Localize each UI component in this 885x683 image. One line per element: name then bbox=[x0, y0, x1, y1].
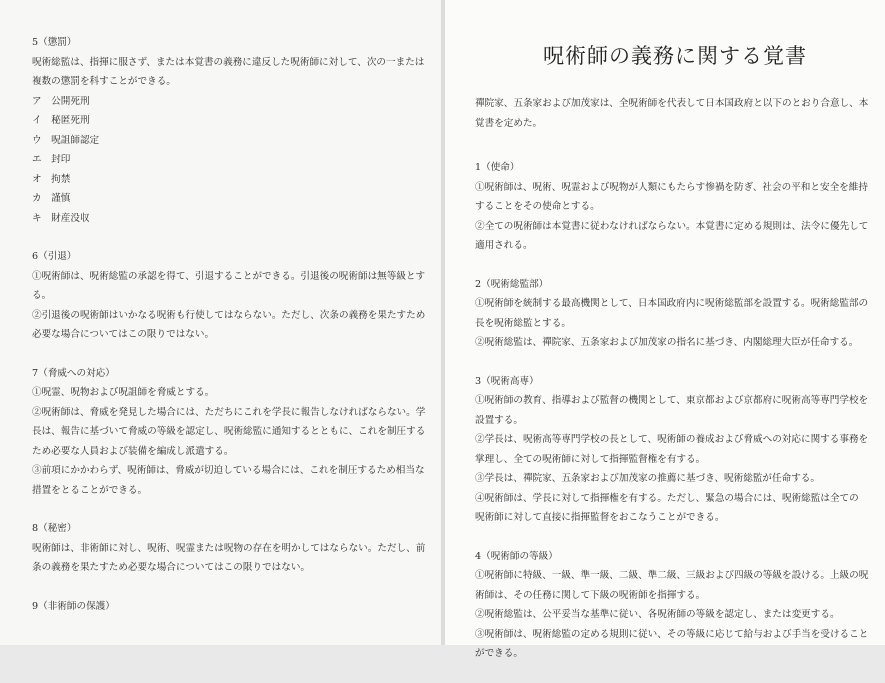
section-heading: 8（秘密） bbox=[32, 523, 77, 534]
section-line: ため必要な人員および装備を編成し派遣する。 bbox=[32, 445, 234, 457]
section-line: ①呪術師に特級、一級、準一級、二級、準二級、三級および四級の等級を設ける。上級の呪 bbox=[475, 570, 869, 581]
section-heading: 6（引退） bbox=[32, 251, 77, 262]
section-line: ②学長は、呪術高等専門学校の長として、呪術師の養成および脅威への対応に関する事務を bbox=[475, 434, 869, 445]
section-line: 呪術総監は、指揮に服さず、または本覚書の義務に違反した呪術師に対して、次の一または bbox=[32, 56, 425, 68]
section-line: 長を呪術総監とする。 bbox=[475, 317, 571, 329]
section-line: ②全ての呪術師は本覚書に従わなければならない。本覚書に定める規則は、法令に優先して bbox=[475, 220, 869, 232]
section-line: ①呪霊、呪物および呪詛師を脅威とする。 bbox=[32, 387, 215, 398]
section-1 bbox=[475, 158, 875, 256]
section-8 bbox=[32, 519, 432, 578]
section-line: ①呪術師の教育、指導および監督の機関として、東京都および京都府に呪術高等専門学校を bbox=[475, 395, 869, 406]
section-line: 掌理し、全ての呪術師に対して指揮監督権を有する。 bbox=[475, 453, 706, 465]
section-line: 措置をとることができる。 bbox=[32, 484, 148, 496]
section-heading: 9（非術師の保護） bbox=[32, 600, 115, 612]
section-line: 呪術師に対して直接に指揮監督をおこなうことができる。 bbox=[475, 512, 725, 523]
section-line: ②引退後の呪術師はいかなる呪術も行使してはならない。ただし、次条の義務を果たすため bbox=[32, 309, 426, 321]
section-line: ①呪術師を統制する最高機関として、日本国政府内に呪術総監部を設置する。呪術総監部の bbox=[475, 298, 869, 309]
section-line: ②呪術師は、脅威を発見した場合には、ただちにこれを学長に報告しなければならない。学 bbox=[32, 406, 426, 418]
section-line: ②呪術総監は、禪院家、五条家および加茂家の指名に基づき、内閣総理大臣が任命する。 bbox=[475, 337, 859, 348]
section-line: ②呪術総監は、公平妥当な基準に従い、各呪術師の等級を認定し、または変更する。 bbox=[475, 609, 840, 620]
section-line: ができる。 bbox=[475, 648, 523, 659]
document-title: 呪術師の義務に関する覚書 bbox=[543, 44, 807, 68]
list-item: キ 財産没収 bbox=[32, 212, 90, 224]
list-item: エ 封印 bbox=[32, 154, 71, 165]
list-item: ウ 呪詛師認定 bbox=[32, 134, 100, 146]
section-line: ③学長は、禪院家、五条家および加茂家の推薦に基づき、呪術総監が任命する。 bbox=[475, 473, 820, 484]
section-line: 呪術師は、非術師に対し、呪術、呪霊または呪物の存在を明かしてはならない。ただし、前 bbox=[32, 542, 426, 554]
section-line: ③前項にかかわらず、呪術師は、脅威が切迫している場合には、これを制圧するため相当な bbox=[32, 465, 425, 476]
section-line: することをその使命とする。 bbox=[475, 201, 600, 212]
list-item: ア 公開死刑 bbox=[32, 95, 90, 107]
section-9 bbox=[32, 597, 432, 617]
section-line: 長は、報告に基づいて脅威の等級を認定し、呪術総監に通知するとともに、これを制圧する bbox=[32, 426, 426, 437]
section-4 bbox=[475, 547, 875, 664]
section-2 bbox=[475, 275, 875, 353]
section-line: 適用される。 bbox=[475, 240, 533, 251]
section-heading: 4（呪術師の等級） bbox=[475, 550, 558, 562]
section-line: ①呪術師は、呪術、呪霊および呪物が人類にもたらす惨禍を防ぎ、社会の平和と安全を維持 bbox=[475, 181, 868, 193]
section-line: ④呪術師は、学長に対して指揮権を有する。ただし、緊急の場合には、呪術総監は全ての bbox=[475, 492, 859, 504]
section-line: る。 bbox=[32, 290, 52, 301]
right-page-content bbox=[475, 40, 875, 683]
section-7 bbox=[32, 364, 432, 501]
left-page bbox=[0, 0, 441, 645]
section-heading: 1（使命） bbox=[475, 162, 520, 173]
section-line: ③呪術師は、呪術総監の定める規則に従い、その等級に応じて給与および手当を受けること bbox=[475, 628, 869, 640]
section-heading: 3（呪術高専） bbox=[475, 375, 539, 387]
list-item: オ 拘禁 bbox=[32, 173, 71, 185]
left-page-content bbox=[32, 33, 432, 635]
intro-paragraph bbox=[475, 94, 875, 133]
section-5 bbox=[32, 33, 432, 228]
section-line: 条の義務を果たすため必要な場合についてはこの限りではない。 bbox=[32, 562, 311, 573]
section-line: 複数の懲罰を科すことができる。 bbox=[32, 76, 176, 87]
section-line: 設置する。 bbox=[475, 414, 523, 426]
intro-line: 覚書を定めた。 bbox=[475, 117, 543, 129]
list-item: イ 秘匿死刑 bbox=[32, 115, 90, 126]
section-heading: 7（脅威への対応） bbox=[32, 367, 115, 379]
right-page bbox=[445, 0, 885, 659]
section-6 bbox=[32, 247, 432, 345]
section-line: 術師は、その任務に関して下級の呪術師を指揮する。 bbox=[475, 589, 706, 601]
section-heading: 5（懲罰） bbox=[32, 37, 77, 48]
list-item: カ 謹慎 bbox=[32, 193, 71, 204]
section-line: ①呪術師は、呪術総監の承認を得て、引退することができる。引退後の呪術師は無等級とす bbox=[32, 270, 426, 282]
section-line: 必要な場合についてはこの限りではない。 bbox=[32, 329, 215, 340]
section-3 bbox=[475, 372, 875, 528]
section-heading: 2（呪術総監部） bbox=[475, 278, 549, 290]
intro-line: 禪院家、五条家および加茂家は、全呪術師を代表して日本国政府と以下のとおり合意し、本 bbox=[475, 98, 869, 109]
